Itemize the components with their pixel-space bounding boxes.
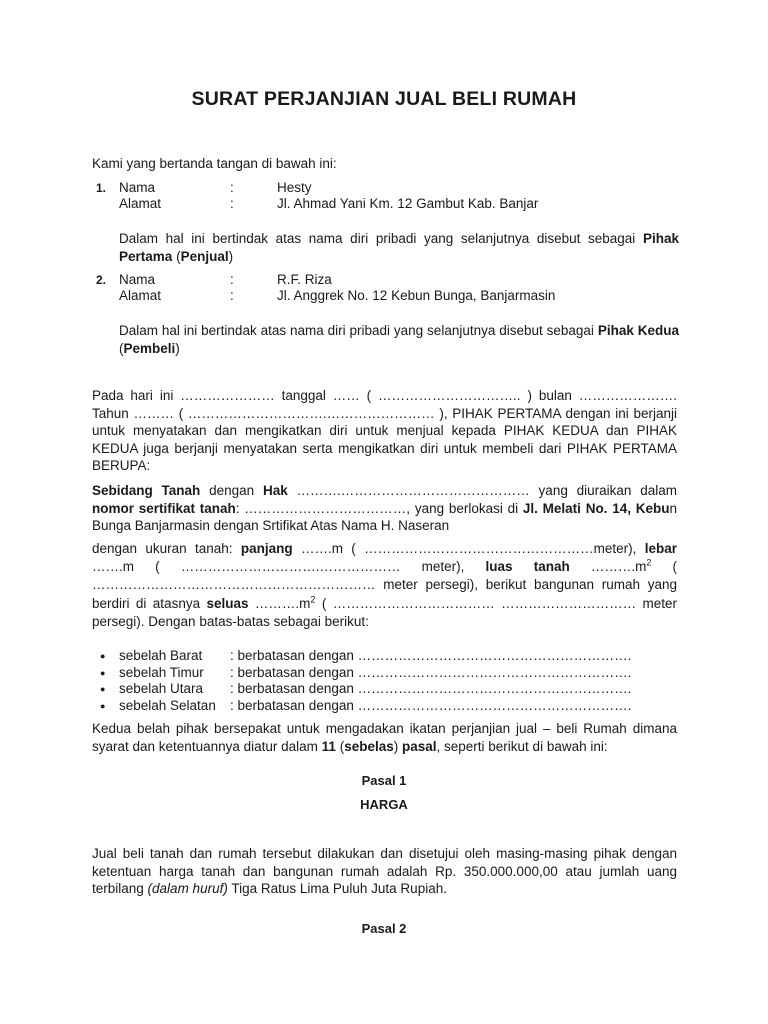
land-b1: Sebidang Tanah xyxy=(92,483,201,498)
intro-text: Kami yang bertanda tangan di bawah ini: xyxy=(92,156,337,171)
price-paragraph xyxy=(92,845,677,898)
boundary-label: sebelah Selatan xyxy=(119,698,216,713)
party-1-alamat-value: Jl. Ahmad Yani Km. 12 Gambut Kab. Banjar xyxy=(277,196,539,211)
party-2-statement xyxy=(119,322,679,357)
price-italic: (dalam huruf) xyxy=(147,881,228,896)
party-1-nama-label: Nama xyxy=(119,180,156,195)
party-2-role: Pihak Kedua xyxy=(597,323,679,338)
party-1-paren-close: ) xyxy=(228,248,234,264)
land-b3: nomor sertifikat tanah xyxy=(92,500,236,516)
party-2-alamat-label: Alamat xyxy=(119,288,162,303)
price-t2: Tiga Ratus Lima Puluh Juta Rupiah. xyxy=(227,881,447,896)
party-1-nama-value: Hesty xyxy=(277,180,312,195)
party-2-nama-label: Nama xyxy=(119,272,156,287)
clause-paragraph xyxy=(92,720,677,755)
agree-t3: ) xyxy=(393,738,402,754)
boundary-text: : berbatasan dengan ……………………………………………………. xyxy=(230,681,632,696)
land-t4: n Bunga Banjarmasin dengan Srtifikat Atas Nama H. Naseran xyxy=(92,500,677,533)
document-title: SURAT PERJANJIAN JUAL BELI RUMAH xyxy=(191,88,577,110)
size-t5: ( ……………………………………………………… meter persegi), berikut bangunan rumah yang berdiri di atasnya xyxy=(92,559,677,611)
party-2-statement-text: Dalam hal ini bertindak atas nama diri pribadi yang selanjutnya disebut sebagai xyxy=(119,323,594,338)
size-t6: ……….m xyxy=(248,595,311,611)
party-2-paren-close: ) xyxy=(175,340,180,356)
pasal-1-heading: HARGA xyxy=(360,797,408,812)
land-t1: dengan xyxy=(200,483,263,498)
boundary-label: sebelah Timur xyxy=(119,665,204,680)
party-1-nama-colon: : xyxy=(230,180,234,195)
party-2-number: 2. xyxy=(96,273,107,287)
party-1-statement xyxy=(119,230,679,265)
size-t2: …….m ( ……………………………………………meter), xyxy=(292,541,645,556)
party-2-nama-value: R.F. Riza xyxy=(277,272,332,287)
party-2-paren-open: ( xyxy=(119,340,124,356)
agree-t1: Kedua belah pihak bersepakat untuk mengadakan ikatan perjanjian jual – beli Rumah dimana syarat dan ketentuannya diatur dalam xyxy=(92,721,677,754)
land-t3: : ………………………………, yang berlokasi di xyxy=(235,500,523,516)
agree-b1: 11 xyxy=(321,738,336,754)
land-b2: Hak xyxy=(262,483,288,498)
size-sup-1: 2 xyxy=(646,557,652,568)
boundary-label: sebelah Barat xyxy=(119,648,203,663)
price-t1: Jual beli tanah dan rumah tersebut dilakukan dan disetujui oleh masing-masing pihak dengan ketentuan harga tanah dan bangunan rumah adalah Rp. 350.000.000,00 atau jumlah uang terbilang xyxy=(92,846,677,896)
agree-t4: , seperti berikut di bawah ini: xyxy=(436,738,608,754)
bullet-icon: ● xyxy=(100,651,106,661)
size-sup-2: 2 xyxy=(310,594,316,605)
party-1-paren-open: ( xyxy=(176,248,181,264)
party-1-statement-text: Dalam hal ini bertindak atas nama diri pribadi yang selanjutnya disebut sebagai xyxy=(119,231,636,246)
party-1-alamat-label: Alamat xyxy=(119,196,162,211)
bullet-icon: ● xyxy=(100,701,106,711)
size-b2: lebar xyxy=(644,541,678,556)
land-b4: Jl. Melati No. 14, Kebu xyxy=(522,500,670,516)
party-1-alamat-colon: : xyxy=(230,196,234,211)
agreement-paragraph: Pada hari ini ………………… tanggal …… ( ………………………….. ) bulan …………………. Tahun ……… ( ………………………….…………………… ), PIHAK PERTAMA dengan ini berjanji untuk menyatakan dan mengikatkan diri untuk menjual kepada PIHAK KEDUA dan PIHAK KEDUA juga berjanji menyatakan serta mengikatkan diri untuk membeli dari PIHAK PERTAMA BERUPA: xyxy=(92,388,677,473)
size-t3: …….m ( ………………………….……………… meter), xyxy=(92,559,486,575)
party-1-role: Pihak Pertama xyxy=(119,231,679,264)
boundary-text: : berbatasan dengan ……………………………………………………. xyxy=(230,665,632,680)
party-2-alamat-value: Jl. Anggrek No. 12 Kebun Bunga, Banjarmasin xyxy=(277,288,556,303)
size-t7: ( ……………………………… ………………………… meter persegi). Dengan batas-batas sebagai berikut: xyxy=(92,595,677,629)
bullet-icon: ● xyxy=(100,684,106,694)
size-b1: panjang xyxy=(240,541,293,556)
land-t2: ……….…………………………………… yang diuraikan dalam xyxy=(287,483,677,498)
land-paragraph xyxy=(92,482,677,535)
party-1-role-detail: Penjual xyxy=(180,248,229,264)
size-b4: seluas xyxy=(206,595,249,611)
size-b3: luas tanah xyxy=(485,559,570,575)
size-paragraph xyxy=(92,540,677,631)
size-t1: dengan ukuran tanah: xyxy=(92,541,241,556)
agree-t2: ( xyxy=(335,738,345,754)
boundary-text: : berbatasan dengan ……………………………………………………. xyxy=(230,648,632,663)
agree-b2: sebelas xyxy=(344,738,394,754)
agree-b3: pasal xyxy=(401,738,437,754)
pasal-1-title: Pasal 1 xyxy=(361,773,407,788)
party-1-number: 1. xyxy=(96,181,107,195)
boundary-label: sebelah Utara xyxy=(119,681,204,696)
party-2-nama-colon: : xyxy=(230,272,234,287)
boundary-text: : berbatasan dengan ……………………………………………………. xyxy=(230,698,632,713)
pasal-2-title: Pasal 2 xyxy=(361,921,407,936)
party-2-role-detail: Pembeli xyxy=(123,340,176,356)
party-2-alamat-colon: : xyxy=(230,288,234,303)
size-t4: ……….m xyxy=(569,559,647,575)
bullet-icon: ● xyxy=(100,668,106,678)
